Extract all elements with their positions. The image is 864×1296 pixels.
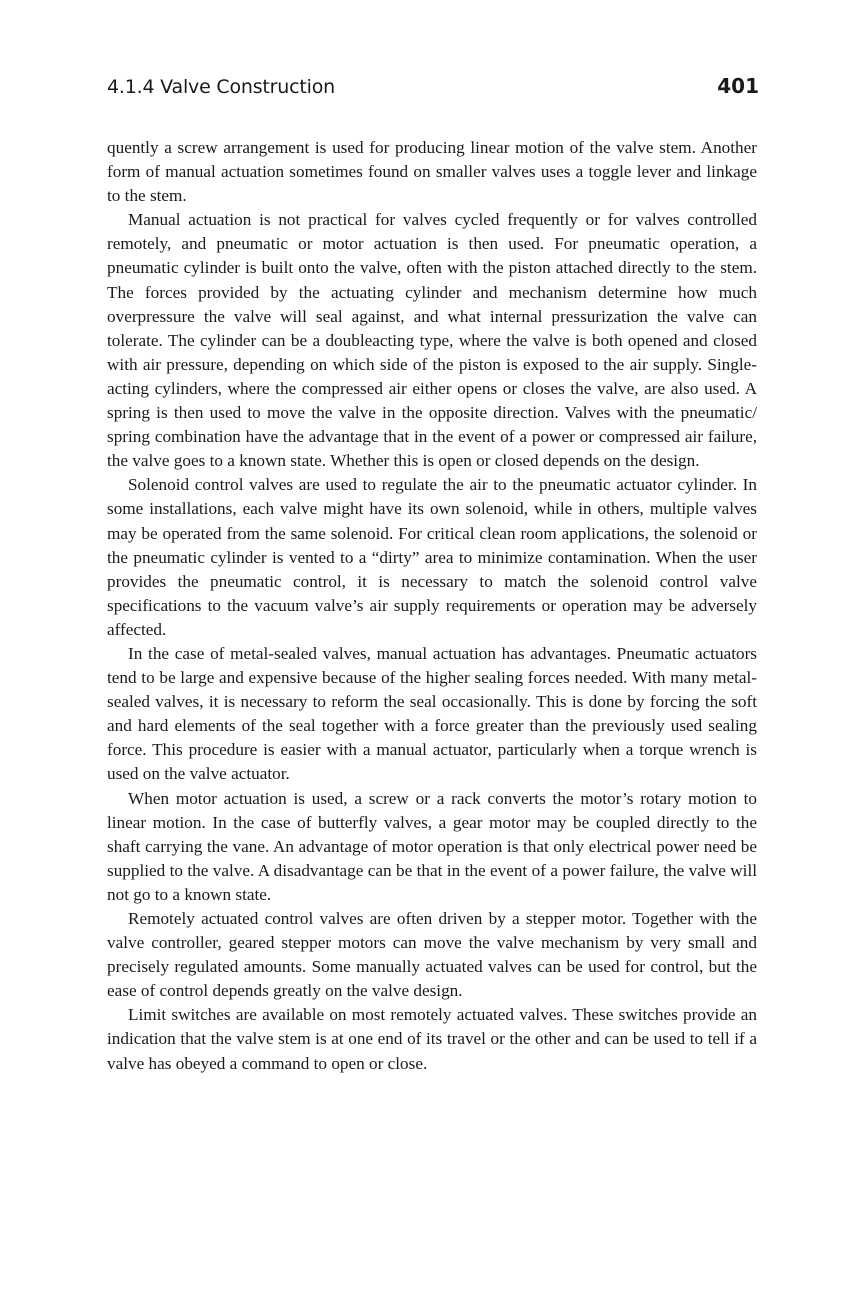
- paragraph-1: quently a screw arrangement is used for producing linear motion of the valve stem. Another form of manual actuation sometimes found on smaller valves uses a toggle lever and linkage to the stem.: [107, 138, 757, 206]
- body-text: [107, 136, 757, 1076]
- paragraph-7: Limit switches are available on most remotely actuated valves. These switches provide an indication that the valve stem is at one end of its travel or the other and can be used to tell if a valve has obeyed a command to open or close.: [107, 1005, 757, 1073]
- paragraph-3: Solenoid control valves are used to regulate the air to the pneumatic actuator cylinder. In some installations, each valve might have its own solenoid, while in others, multiple valves may be operated from the same solenoid. For critical clean room applications, the solenoid or the pneumatic cylinder is vented to a “dirty” area to minimize contamination. When the user provides the pneumatic control, it is necessary to match the solenoid control valve specifications to the vacuum valve’s air supply requirements or operation may be adversely affected.: [107, 475, 757, 639]
- running-header: [107, 74, 759, 104]
- paragraph-4: In the case of metal-sealed valves, manual actuation has advantages. Pneumatic actuators tend to be large and expensive because of the higher sealing forces needed. With many metal-sealed valves, it is necessary to reform the seal occasionally. This is done by forcing the soft and hard elements of the seal together with a force greater than the previously used sealing force. This procedure is easier with a manual actuator, particularly when a torque wrench is used on the valve actuator.: [107, 643, 757, 784]
- page-number: 401: [717, 74, 759, 98]
- paragraph-2: Manual actuation is not practical for valves cycled frequently or for valves controlled remotely, and pneumatic or motor actuation is then used. For pneumatic operation, a pneumatic cylinder is built onto the valve, often with the piston attached directly to the stem. The forces provided by the actuating cylinder and mechanism determine how much overpressure the valve will seal against, and what internal pressurization the valve can tolerate. The cylinder can be a doubleacting type, where the valve is both opened and closed with air pressure, depending on which side of the piston is exposed to the air supply. Single-acting cylinders, where the compressed air either opens or closes the valve, are also used. A spring is then used to move the valve in the opposite direction. Valves with the pneumatic/ spring combination have the advantage that in the event of a power or compressed air failure, the valve goes to a known state. Whether this is open or closed depends on the design.: [107, 210, 757, 471]
- paragraph-6: Remotely actuated control valves are often driven by a stepper motor. Together with the valve controller, geared stepper motors can move the valve mechanism by very small and precisely regulated amounts. Some manually actuated valves can be used for control, but the ease of control depends greatly on the valve design.: [107, 909, 757, 1001]
- section-title: 4.1.4 Valve Construction: [107, 76, 335, 98]
- paragraph-5: When motor actuation is used, a screw or a rack converts the motor’s rotary motion to linear motion. In the case of butterfly valves, a gear motor may be coupled directly to the shaft carrying the vane. An advantage of motor operation is that only electrical power need be supplied to the valve. A disadvantage can be that in the event of a power failure, the valve will not go to a known state.: [107, 788, 757, 904]
